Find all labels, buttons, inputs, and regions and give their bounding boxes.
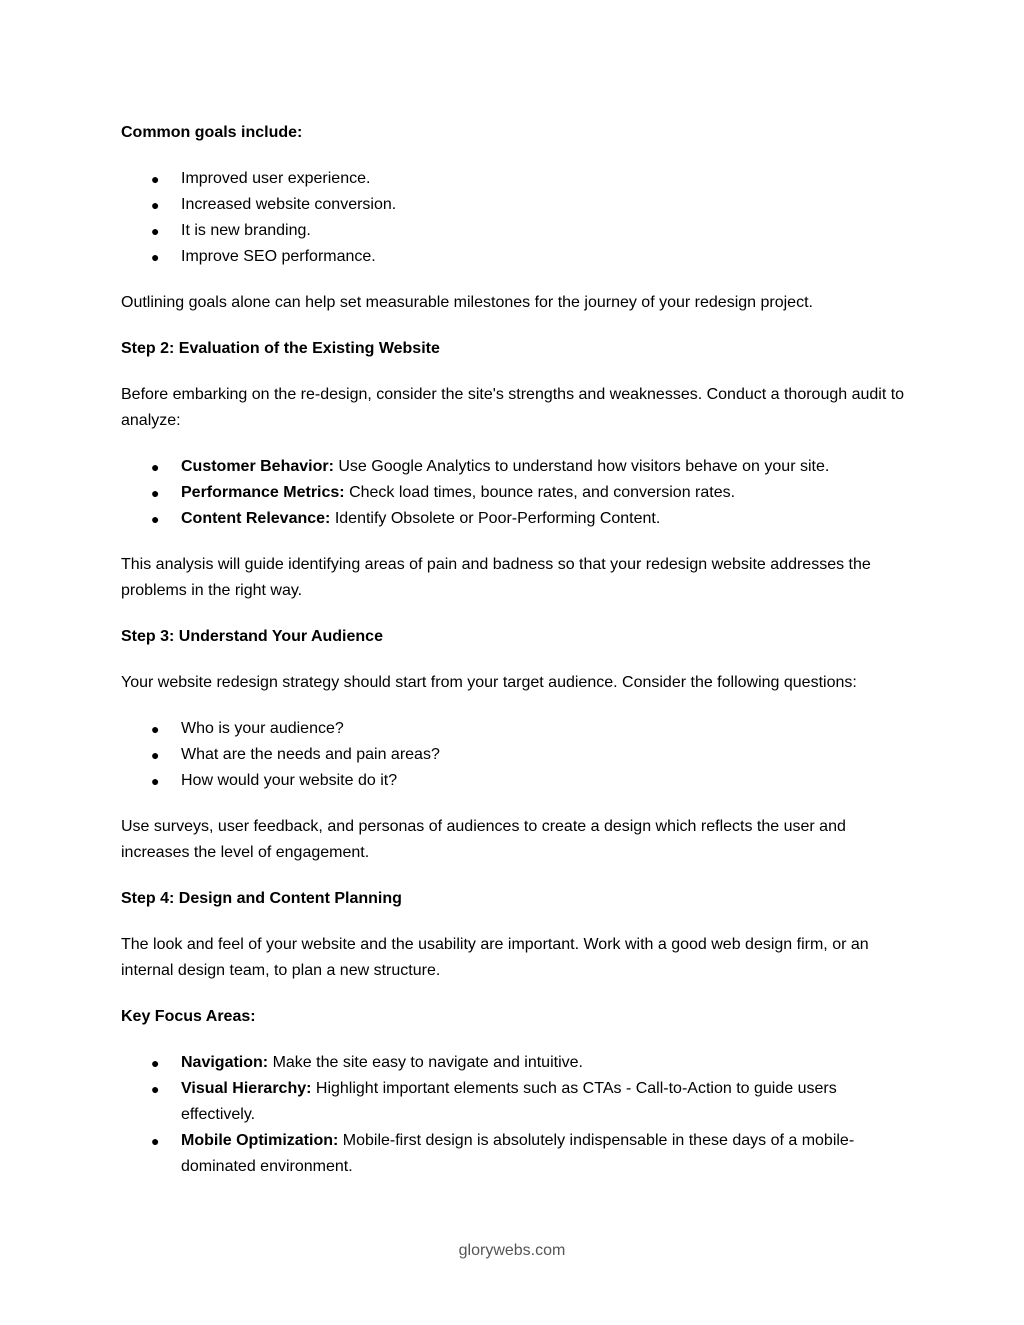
- list-item-text: Identify Obsolete or Poor-Performing Content.: [330, 510, 661, 527]
- bullet-icon: ●: [151, 197, 160, 213]
- list-item-text: Improve SEO performance.: [181, 248, 376, 265]
- bullet-icon: ●: [151, 171, 160, 187]
- goals-heading: Common goals include:: [121, 124, 303, 141]
- list-item-text: Check load times, bounce rates, and conversion rates.: [344, 484, 736, 501]
- bullet-icon: ●: [151, 485, 160, 501]
- list-item: [121, 742, 911, 768]
- document-body: [121, 120, 911, 1200]
- list-item-text: Use Google Analytics to understand how visitors behave on your site.: [333, 458, 830, 475]
- step3-closing: Use surveys, user feedback, and personas of audiences to create a design which reflects the user and increases the level of engagement.: [121, 818, 846, 861]
- step2-list: [121, 454, 911, 532]
- list-item: [121, 480, 911, 506]
- step3-list: [121, 716, 911, 794]
- list-item-term: Performance Metrics:: [181, 484, 345, 501]
- list-item: [121, 1128, 911, 1180]
- bullet-icon: ●: [151, 747, 160, 763]
- bullet-icon: ●: [151, 459, 160, 475]
- list-item-text: Improved user experience.: [181, 170, 371, 187]
- goals-list: [121, 166, 911, 270]
- list-item-text: Mobile-first design is absolutely indispensable in these days of a mobile-dominated environment.: [181, 1132, 855, 1175]
- list-item-text: It is new branding.: [181, 222, 311, 239]
- list-item: [121, 1050, 911, 1076]
- list-item: [121, 166, 911, 192]
- step2-closing: This analysis will guide identifying areas of pain and badness so that your redesign website addresses the problems in the right way.: [121, 556, 871, 599]
- goals-paragraph: Outlining goals alone can help set measurable milestones for the journey of your redesign project.: [121, 294, 813, 311]
- list-item-text: Highlight important elements such as CTAs - Call-to-Action to guide users effectively.: [181, 1080, 837, 1123]
- step2-heading: Step 2: Evaluation of the Existing Website: [121, 340, 440, 357]
- list-item-text: Make the site easy to navigate and intuitive.: [268, 1054, 583, 1071]
- bullet-icon: ●: [151, 223, 160, 239]
- bullet-icon: ●: [151, 511, 160, 527]
- list-item: [121, 454, 911, 480]
- list-item-term: Navigation:: [181, 1054, 269, 1071]
- list-item: [121, 218, 911, 244]
- list-item: [121, 716, 911, 742]
- list-item-term: Customer Behavior:: [181, 458, 334, 475]
- step3-paragraph: Your website redesign strategy should start from your target audience. Consider the following questions:: [121, 674, 857, 691]
- list-item-text: Increased website conversion.: [181, 196, 397, 213]
- footer-site-name: glorywebs.com: [458, 1242, 566, 1259]
- list-item: [121, 244, 911, 270]
- bullet-icon: ●: [151, 721, 160, 737]
- list-item-text: What are the needs and pain areas?: [181, 746, 440, 763]
- step4-heading: Step 4: Design and Content Planning: [121, 890, 402, 907]
- list-item-text: Who is your audience?: [181, 720, 344, 737]
- key-focus-heading: Key Focus Areas:: [121, 1008, 256, 1025]
- list-item: [121, 192, 911, 218]
- bullet-icon: ●: [151, 773, 160, 789]
- list-item-term: Content Relevance:: [181, 510, 331, 527]
- list-item: [121, 768, 911, 794]
- step3-heading: Step 3: Understand Your Audience: [121, 628, 383, 645]
- list-item-term: Visual Hierarchy:: [181, 1080, 312, 1097]
- list-item: [121, 506, 911, 532]
- bullet-icon: ●: [151, 1133, 160, 1149]
- list-item-text: How would your website do it?: [181, 772, 398, 789]
- bullet-icon: ●: [151, 1055, 160, 1071]
- step2-paragraph: Before embarking on the re-design, consider the site's strengths and weaknesses. Conduct a thorough audit to analyze:: [121, 386, 905, 429]
- list-item-term: Mobile Optimization:: [181, 1132, 339, 1149]
- bullet-icon: ●: [151, 1081, 160, 1097]
- step4-paragraph: The look and feel of your website and the usability are important. Work with a good web design firm, or an internal design team, to plan a new structure.: [121, 936, 869, 979]
- bullet-icon: ●: [151, 249, 160, 265]
- list-item: [121, 1076, 911, 1128]
- step4-list: [121, 1050, 911, 1180]
